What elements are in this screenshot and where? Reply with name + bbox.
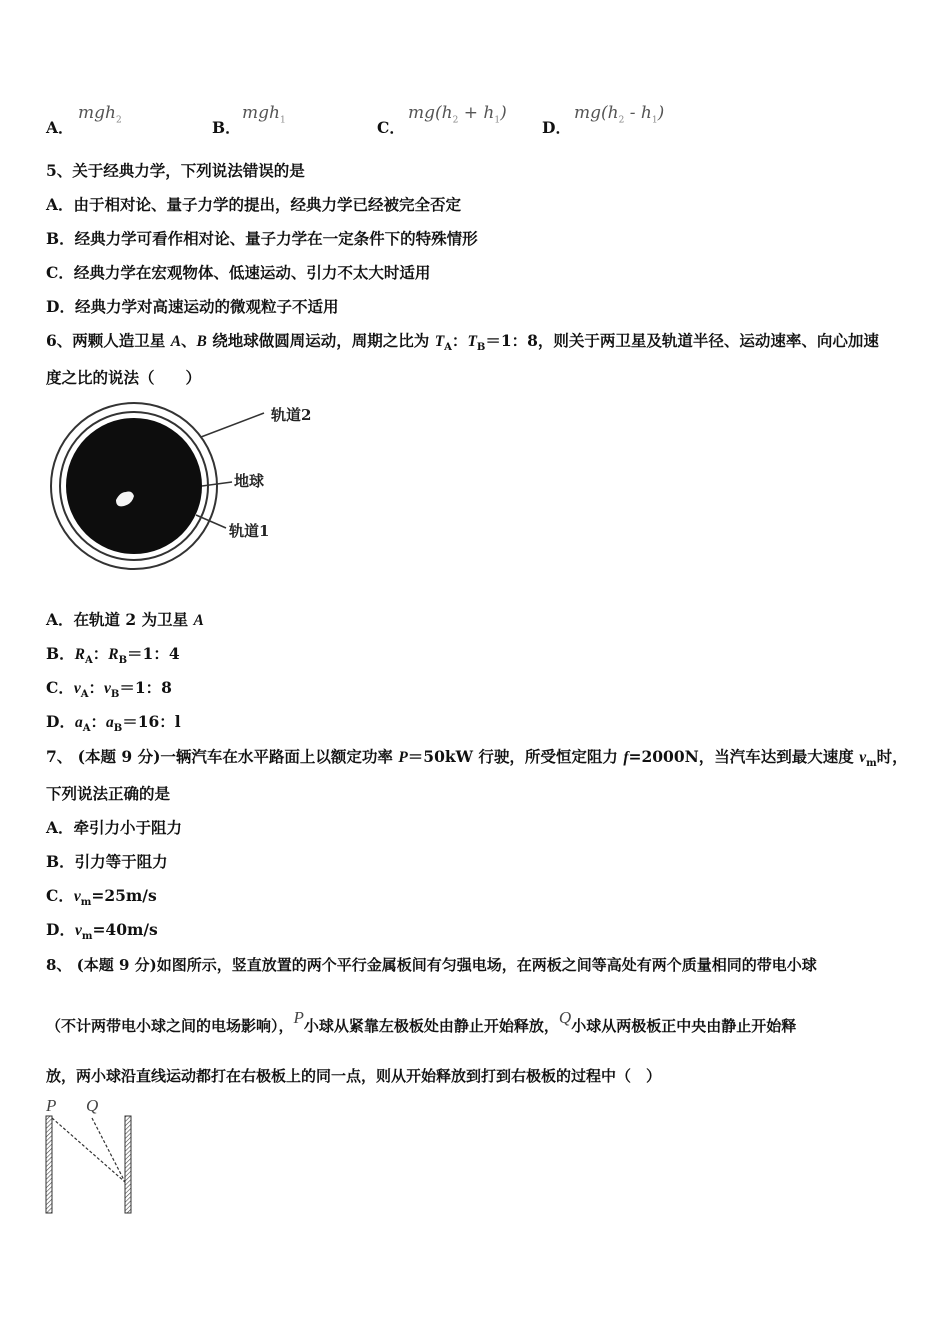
q6-stem-line2: 度之比的说法（ ） <box>46 368 202 387</box>
option-d-formula: $mg(h_2 - h_1)$ <box>574 103 665 126</box>
q7-stem-line2: 下列说法正确的是 <box>46 784 171 803</box>
option-a-formula: mgh$_2$ <box>78 103 122 126</box>
q6-stem-line1: 6、两颗人造卫星 A、B 绕地球做圆周运动，周期之比为 $T_A$：$T_B=1$：8，则关于两卫星及轨道半径、运动速率、向心加速 <box>46 331 879 354</box>
q6-option-d[interactable]: D．$a_A$：$a_B=16$：l <box>46 712 181 735</box>
orbit-2-pointer <box>201 413 264 437</box>
q5-option-c[interactable]: C．经典力学在宏观物体、低速运动、引力不太大时适用 <box>46 263 431 282</box>
q7-stem-line1: 7、 (本题 9 分)一辆汽车在水平路面上以额定功率 P＝50kW 行驶，所受恒定阻力 f=2000N，当汽车达到最大速度 $v_m$时， <box>46 747 908 770</box>
q8-stem-line3: 放，两小球沿直线运动都打在右极板上的同一点，则从开始释放到打到右极板的过程中（ ） <box>46 1067 662 1085</box>
option-a-letter[interactable]: A． <box>46 118 74 137</box>
q8-q-label: Q <box>558 1008 572 1027</box>
q7-option-b[interactable]: B．引力等于阻力 <box>46 852 168 871</box>
earth-disc <box>66 418 202 554</box>
option-b-letter[interactable]: B． <box>212 118 241 137</box>
fig-q-label: Q <box>86 1096 99 1115</box>
q8-stem-line1: 8、 (本题 9 分)如图所示，竖直放置的两个平行金属板间有匀强电场，在两板之间等高处有两个质量相同的带电小球 <box>46 956 817 974</box>
orbit-diagram <box>46 400 346 585</box>
q7-option-a[interactable]: A．牵引力小于阻力 <box>46 818 183 837</box>
p-trajectory <box>52 1118 125 1182</box>
earth-label: 地球 <box>234 472 265 490</box>
option-c-formula: $mg(h_2 + h_1)$ <box>408 103 507 126</box>
q5-option-a[interactable]: A．由于相对论、量子力学的提出，经典力学已经被完全否定 <box>46 195 462 214</box>
orbit-figure <box>46 400 346 585</box>
plates-figure <box>40 1096 150 1218</box>
orbit-2-label: 轨道2 <box>271 406 312 424</box>
option-b-formula: mgh$_1$ <box>242 103 286 126</box>
option-d-letter[interactable]: D． <box>542 118 571 137</box>
q5-stem: 5、关于经典力学，下列说法错误的是 <box>46 161 305 180</box>
q7-option-c[interactable]: C．$v_m=25m/s$ <box>46 886 157 909</box>
q6-option-c[interactable]: C．$v_A$：$v_B=1$：8 <box>46 678 172 701</box>
q8-p-label: P <box>293 1008 304 1027</box>
q-trajectory <box>92 1118 125 1182</box>
q6-option-a[interactable]: A．在轨道 2 为卫星 A <box>46 610 204 629</box>
q8-stem-line2: （不计两带电小球之间的电场影响），P小球从紧靠左极板处由静止开始释放，Q小球从两极板正中央由静止开始释 <box>46 1008 797 1035</box>
q6-option-b[interactable]: B．$R_A$：$R_B=1$：4 <box>46 644 180 667</box>
q5-option-d[interactable]: D．经典力学对高速运动的微观粒子不适用 <box>46 297 339 316</box>
fig-p-label: P <box>46 1096 57 1115</box>
q7-option-d[interactable]: D．$v_m=40m/s$ <box>46 920 158 943</box>
orbit-1-label: 轨道1 <box>229 522 270 540</box>
q5-option-b[interactable]: B．经典力学可看作相对论、量子力学在一定条件下的特殊情形 <box>46 229 478 248</box>
option-c-letter[interactable]: C． <box>377 118 405 137</box>
left-plate <box>46 1116 52 1213</box>
right-plate <box>125 1116 131 1213</box>
